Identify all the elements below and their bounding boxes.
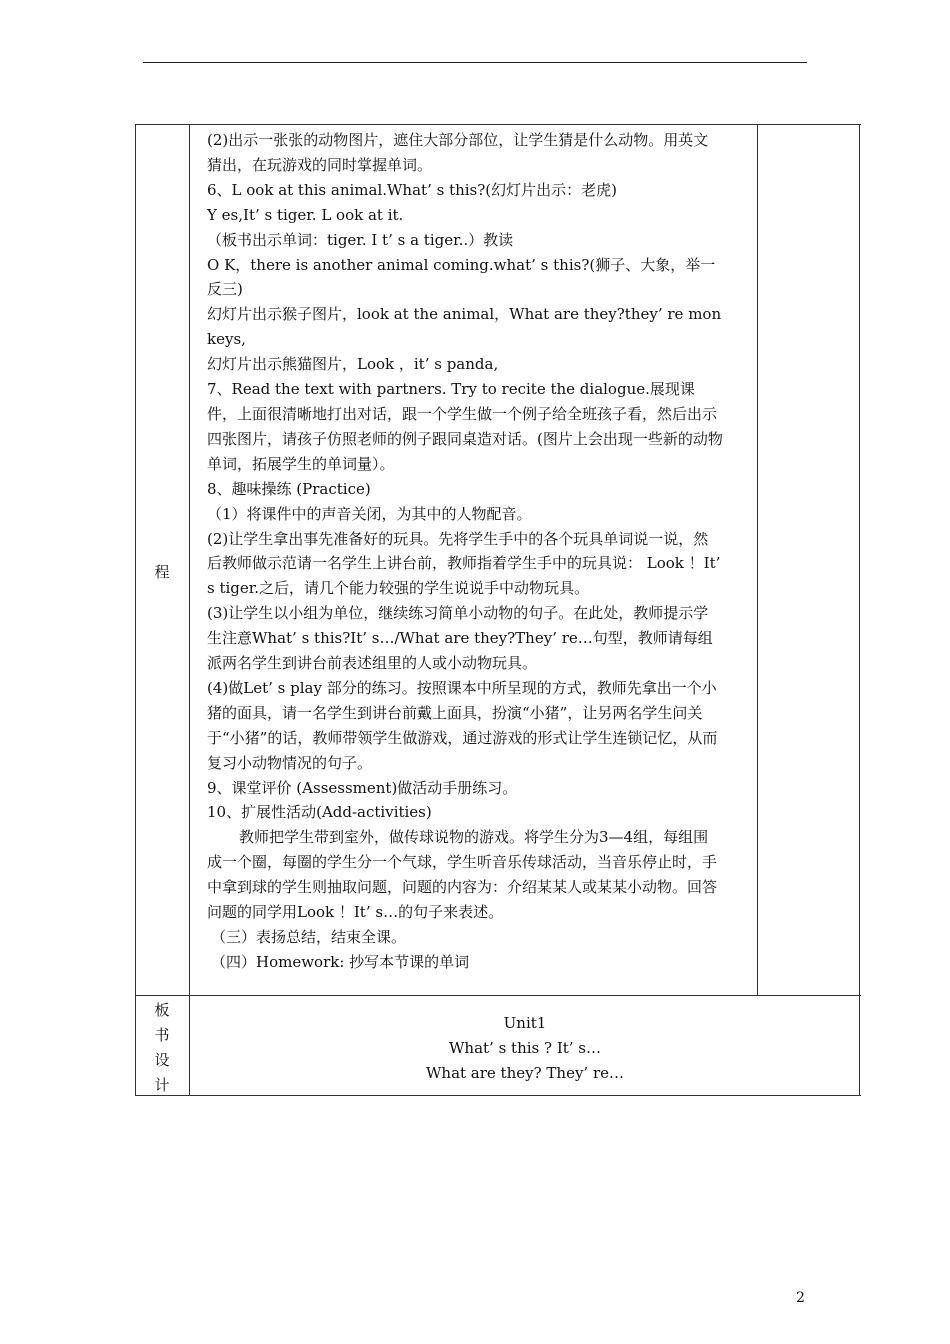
process-content xyxy=(207,128,723,975)
content-line: 6、L ook at this animal.What’ s this?(幻灯片出示：老虎) xyxy=(207,180,617,199)
board-line: What are they? They’ re… xyxy=(425,1064,625,1082)
table-column-divider xyxy=(189,124,190,1096)
content-line: 幻灯片出示熊猫图片，Look ，it’ s panda, xyxy=(207,355,499,374)
content-line: Y es,It’ s tiger. L ook at it. xyxy=(207,205,404,224)
content-line: 10、扩展性活动(Add-activities) xyxy=(207,803,432,822)
header-rule xyxy=(143,62,807,63)
table-notes-divider xyxy=(757,124,758,995)
content-line: 9、课堂评价 (Assessment)做活动手册练习。 xyxy=(207,778,518,797)
table-border-top xyxy=(135,124,861,125)
content-line: 幻灯片出示猴子图片，look at the animal，What are they?they’ re monkeys, xyxy=(207,305,722,349)
table-border-left xyxy=(135,124,136,1096)
board-label-char: 设 xyxy=(154,1051,170,1069)
content-line: (3)让学生以小组为单位，继续练习简单小动物的句子。在此处，教师提示学生注意What’ s this?It’ s…/What are they?They’ re…句型，教师请每组派两名学生到讲台前表述组里的人或小动物玩具。 xyxy=(207,604,713,673)
content-line: (4)做Let’ s play 部分的练习。按照课本中所呈现的方式，教师先拿出一个小猪的面具，请一名学生到讲台前戴上面具，扮演“小猪”，让另两名学生问关于“小猪”的话，教师带领学生做游戏，通过游戏的形式让学生连锁记忆，从而复习小动物情况的句子。 xyxy=(207,678,718,772)
table-row-divider xyxy=(135,995,861,996)
content-paragraph-indented: 教师把学生带到室外，做传球说物的游戏。将学生分为3—4组，每组围成一个圈，每圈的学生分一个气球，学生听音乐传球活动，当音乐停止时，手中拿到球的学生则抽取问题，问题的内容为：介绍某某人或某某小动物。回答问题的同学用Look ！It’ s…的句子来表述。 xyxy=(207,828,718,922)
content-line: (2)让学生拿出事先准备好的玩具。先将学生手中的各个玩具单词说一说，然后教师做示范请一名学生上讲台前，教师指着学生手中的玩具说： Look ！It’ s tiger.之后，请几个能力较强的学生说说手中动物玩具。 xyxy=(207,529,721,598)
content-line: 8、趣味操练 (Practice) xyxy=(207,479,371,498)
board-design-content xyxy=(189,998,861,1086)
board-line: What’ s this ? It’ s… xyxy=(449,1039,601,1057)
board-title: Unit1 xyxy=(503,1014,547,1032)
table-border-bottom xyxy=(135,1095,861,1096)
content-line: （三）表扬总结，结束全课。 xyxy=(211,928,407,946)
board-label-char: 书 xyxy=(154,1026,170,1044)
lesson-table xyxy=(135,124,861,1096)
content-line: （1）将课件中的声音关闭，为其中的人物配音。 xyxy=(207,504,532,523)
process-label: 程 xyxy=(154,563,170,581)
board-label-char: 计 xyxy=(154,1076,170,1094)
content-line: （板书出示单词：tiger. I t’ s a tiger..）教读 xyxy=(207,230,514,249)
content-line: (2)出示一张张的动物图片，遮住大部分部位，让学生猜是什么动物。用英文猜出，在玩游戏的同时掌握单词。 xyxy=(207,131,709,174)
content-line: （四）Homework: 抄写本节课的单词 xyxy=(211,952,470,971)
content-line: O K，there is another animal coming.what’ s this?(狮子、大象，举一反三) xyxy=(207,255,716,299)
table-border-right xyxy=(859,124,860,1096)
board-label-char: 板 xyxy=(154,1001,170,1019)
content-line: 7、Read the text with partners. Try to recite the dialogue.展现课件，上面很清晰地打出对话，跟一个学生做一个例子给全班孩子看，然后出示四张图片，请孩子仿照老师的例子跟同桌造对话。(图片上会出现一些新的动物单词，拓展学生的单词量）。 xyxy=(207,380,723,473)
page-number: 2 xyxy=(796,1290,805,1306)
board-design-label xyxy=(135,998,189,1098)
